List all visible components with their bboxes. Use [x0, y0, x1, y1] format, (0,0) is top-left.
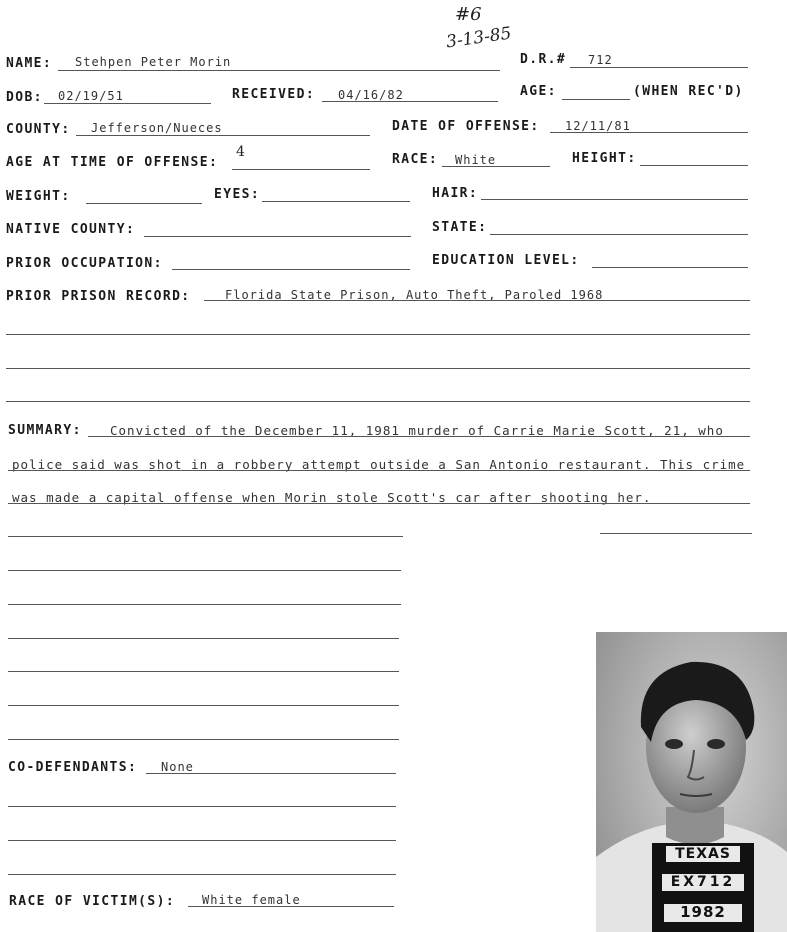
prior-prison-record-label: PRIOR PRISON RECORD:	[6, 289, 191, 304]
height-line	[640, 165, 748, 166]
county-line	[76, 135, 370, 136]
placard-state: TEXAS	[666, 846, 740, 862]
date-of-offense-value: 12/11/81	[565, 119, 631, 133]
dr-line	[570, 67, 748, 68]
age-at-offense-line	[232, 169, 370, 170]
received-line	[322, 101, 498, 102]
blank-line	[8, 638, 399, 639]
summary-line-2: police said was shot in a robbery attempt outside a San Antonio restaurant. This crime	[12, 457, 746, 472]
education-level-line	[592, 267, 748, 268]
date-of-offense-line	[550, 132, 748, 133]
blank-line	[6, 334, 750, 335]
summary-line-3: was made a capital offense when Morin stole Scott's car after shooting her.	[12, 490, 652, 505]
name-label: NAME:	[6, 56, 53, 71]
blank-line	[8, 840, 396, 841]
county-label: COUNTY:	[6, 122, 71, 137]
weight-line	[86, 203, 202, 204]
eyes-label: EYES:	[214, 187, 261, 202]
dob-value: 02/19/51	[58, 89, 124, 103]
co-defendants-value: None	[161, 760, 194, 774]
race-label: RACE:	[392, 152, 439, 167]
blank-line	[8, 806, 396, 807]
summary-underline-2	[8, 470, 750, 471]
race-of-victims-label: RACE OF VICTIM(S):	[9, 894, 176, 909]
age-label: AGE:	[520, 84, 557, 99]
state-line	[490, 234, 748, 235]
race-of-victims-value: White female	[202, 893, 301, 907]
dr-value: 712	[588, 53, 613, 67]
height-label: HEIGHT:	[572, 151, 637, 166]
eyes-line	[262, 201, 410, 202]
prior-prison-record-value: Florida State Prison, Auto Theft, Paroled 1968	[225, 288, 604, 302]
blank-line	[6, 401, 750, 402]
blank-line	[600, 533, 752, 534]
handwritten-number: #6	[455, 4, 482, 25]
native-county-label: NATIVE COUNTY:	[6, 222, 136, 237]
blank-line	[8, 671, 399, 672]
dr-label: D.R.#	[520, 52, 567, 67]
age-at-offense-label: AGE AT TIME OF OFFENSE:	[6, 155, 219, 170]
co-defendants-line	[146, 773, 396, 774]
blank-line	[8, 570, 401, 571]
race-of-victims-line	[188, 906, 394, 907]
age-at-offense-value: 4	[236, 144, 245, 160]
name-value: Stehpen Peter Morin	[75, 55, 232, 69]
received-value: 04/16/82	[338, 88, 404, 102]
booking-placard	[652, 843, 754, 932]
prior-prison-record-line	[204, 300, 750, 301]
race-value: White	[455, 153, 497, 167]
prior-occupation-label: PRIOR OCCUPATION:	[6, 256, 163, 271]
summary-underline-1	[88, 436, 750, 437]
blank-line	[8, 604, 401, 605]
weight-label: WEIGHT:	[6, 189, 71, 204]
co-defendants-label: CO-DEFENDANTS:	[8, 760, 138, 775]
blank-line	[8, 536, 403, 537]
blank-line	[8, 705, 399, 706]
age-line	[562, 99, 630, 100]
dob-line	[44, 103, 211, 104]
summary-underline-3	[8, 503, 750, 504]
age-suffix: (WHEN REC'D)	[633, 84, 744, 99]
handwritten-date: 3-13-85	[444, 23, 513, 53]
hair-line	[481, 199, 748, 200]
blank-line	[8, 874, 396, 875]
placard-year: 1982	[664, 904, 742, 922]
received-label: RECEIVED:	[232, 87, 316, 102]
date-of-offense-label: DATE OF OFFENSE:	[392, 119, 540, 134]
summary-line-1: Convicted of the December 11, 1981 murder of Carrie Marie Scott, 21, who	[110, 423, 724, 438]
native-county-line	[144, 236, 411, 237]
summary-label: SUMMARY:	[8, 423, 82, 438]
education-level-label: EDUCATION LEVEL:	[432, 253, 580, 268]
hair-label: HAIR:	[432, 186, 479, 201]
dob-label: DOB:	[6, 90, 43, 105]
county-value: Jefferson/Nueces	[91, 121, 223, 135]
blank-line	[8, 739, 399, 740]
placard-number: EX712	[662, 874, 744, 891]
prior-occupation-line	[172, 269, 410, 270]
name-line	[58, 70, 500, 71]
blank-line	[6, 368, 750, 369]
state-label: STATE:	[432, 220, 488, 235]
race-line	[442, 166, 550, 167]
